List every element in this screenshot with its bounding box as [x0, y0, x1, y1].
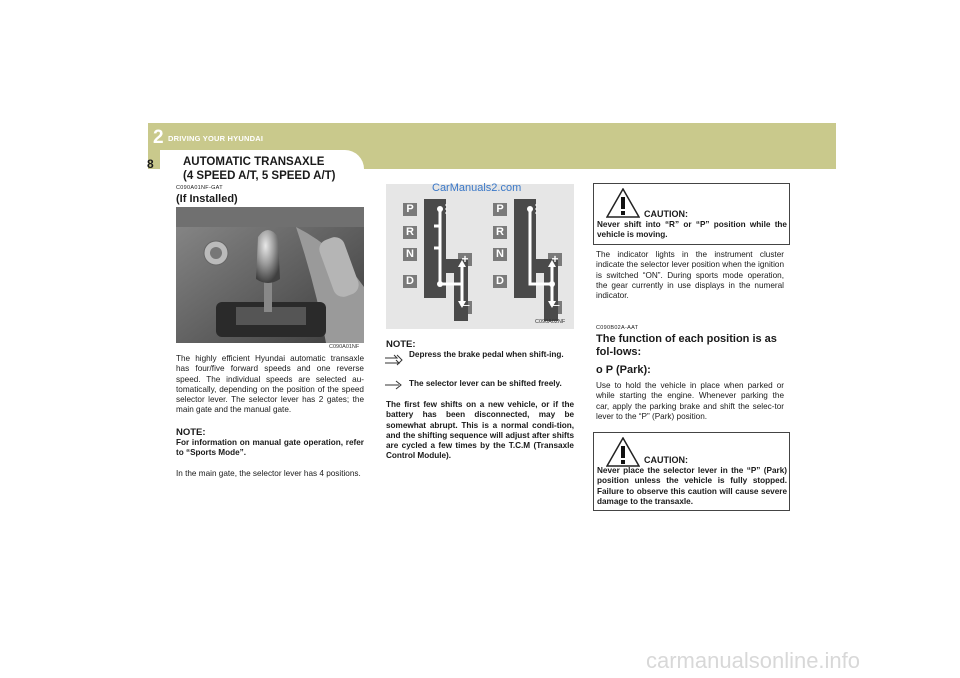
if-installed-heading: (If Installed): [176, 193, 238, 205]
section-title-line1: AUTOMATIC TRANSAXLE: [183, 156, 325, 168]
gate-left-minus: —: [460, 300, 470, 310]
chapter-number: 2: [153, 127, 164, 148]
position-code: C090B02A-AAT: [596, 325, 639, 331]
indicator-paragraph: The indicator lights in the instrument cluster indicate the selector lever position when the ignition is switched “ON”. During sports mode operation, the gear currently in use displays in the numeral indicator.: [596, 250, 784, 301]
gate-left-plus: +: [461, 252, 469, 266]
main-gate-paragraph: In the main gate, the selector lever has 4 positions.: [176, 469, 361, 478]
section-code: C090A01NF-GAT: [176, 185, 223, 191]
caution-box-park: [593, 432, 790, 511]
gate-right-plus: +: [551, 252, 559, 266]
caution-text-park: Never place the selector lever in the “P” (Park) position unless the vehicle is fully stopped. Failure to observe this caution will cause severe damage to the transaxle.: [597, 466, 787, 506]
note-heading-left: NOTE:: [176, 427, 206, 438]
note-heading-middle: NOTE:: [386, 339, 416, 350]
gate-diagram: [386, 184, 574, 329]
note-item-free: The selector lever can be shifted freely.: [409, 379, 562, 388]
gate-left-d: D: [406, 275, 414, 287]
double-arrow-icon: [384, 353, 404, 371]
caution-title-park: CAUTION:: [644, 455, 688, 465]
note-item-brake: Depress the brake pedal when shift-ing.: [409, 350, 564, 359]
gate-left-n: N: [406, 248, 414, 260]
section-title-line2: (4 SPEED A/T, 5 SPEED A/T): [183, 170, 336, 182]
gate-left-p: P: [406, 203, 414, 215]
park-paragraph: Use to hold the vehicle in place when parked or while starting the engine. Whenever parking the car, apply the parking brake and shift the selec-tor lever to the “P” (Park) position.: [596, 381, 784, 421]
warning-triangle-icon: [606, 188, 640, 223]
gate-right-n: N: [496, 248, 504, 260]
diagram-caption: C090A02NF: [535, 319, 566, 325]
caution-box-moving: [593, 183, 790, 245]
gate-right-p: P: [496, 203, 504, 215]
gate-right-r: R: [496, 226, 504, 238]
watermark-text: CarManuals2.com: [432, 182, 522, 194]
caution-text-moving: Never shift into “R” or “P” position while the vehicle is moving.: [597, 220, 787, 240]
caution-title-moving: CAUTION:: [644, 209, 688, 219]
shifter-illustration: [176, 207, 364, 343]
gate-right-d: D: [496, 275, 504, 287]
note-text-left: For information on manual gate operation, refer to “Sports Mode”.: [176, 438, 364, 458]
position-heading: The function of each position is as fol-lows:: [596, 333, 777, 358]
shifter-photo: [176, 207, 364, 343]
intro-paragraph: The highly efficient Hyundai automatic transaxle has four/five forward speeds and one reverse speed. The individual speeds are selected au-tomatically, depending on the position of the speed selector lever. The selector lever has 2 gates; the main gate and the manual gate.: [176, 354, 364, 415]
first-shifts-paragraph: The first few shifts on a new vehicle, or if the battery has been disconnected, may be somewhat abrupt. This is a normal condi-tion, and the shifting sequence will adjust after shifts are cycled a few times by the T.C.M (Transaxle Control Module).: [386, 400, 574, 461]
park-heading: o P (Park):: [596, 364, 651, 376]
section-title: [183, 155, 336, 183]
single-arrow-icon: [384, 377, 404, 395]
footer-site: carmanualsonline.info: [646, 648, 861, 673]
page-number: 8: [147, 157, 154, 171]
gate-left-r: R: [406, 226, 414, 238]
photo-caption: C090A01NF: [329, 344, 360, 350]
chapter-title: DRIVING YOUR HYUNDAI: [168, 134, 264, 143]
gate-right-minus: —: [550, 300, 560, 310]
